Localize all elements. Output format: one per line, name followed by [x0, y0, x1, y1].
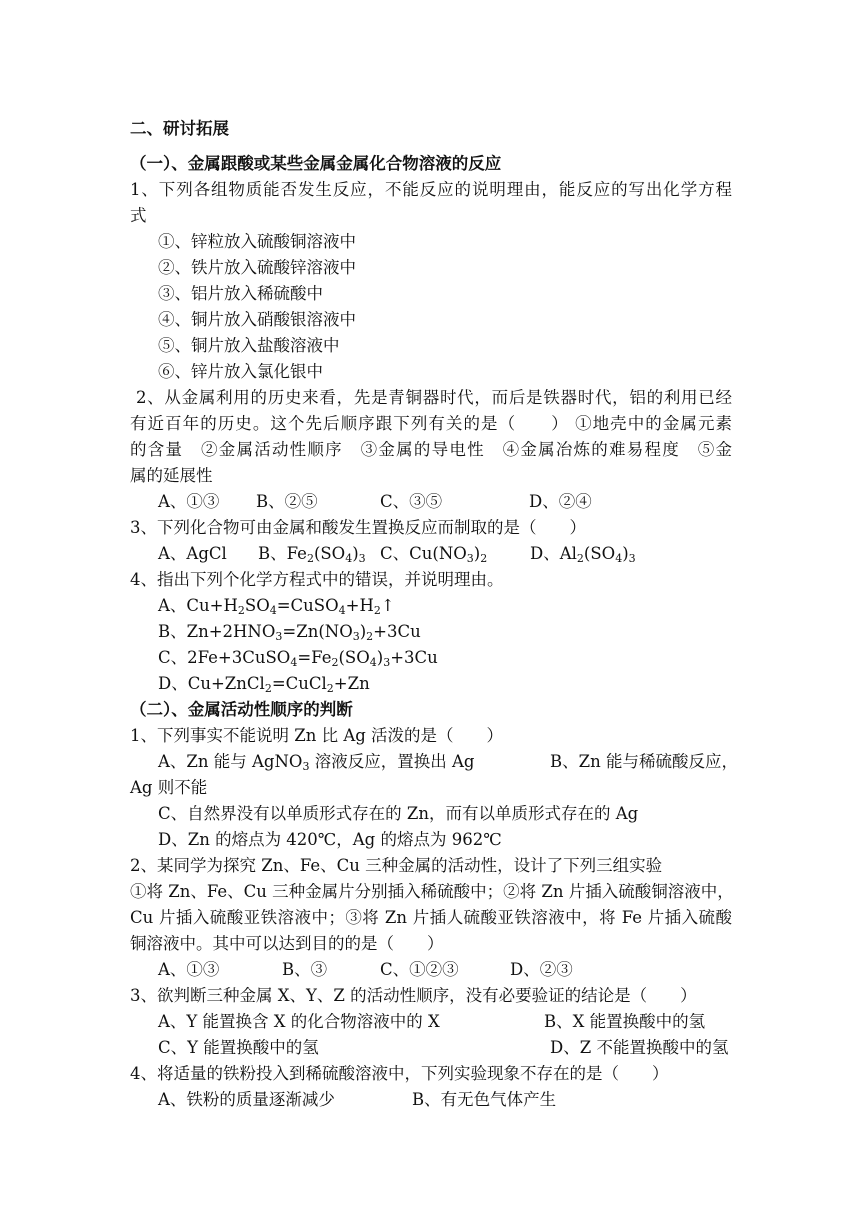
p1-q4-equation-a: A、$Cu+H_2SO_4=CuSO_4+H_2↑$ — [158, 596, 395, 617]
option-b-cont: Ag 则不能 — [130, 778, 208, 797]
p1-q2-line: 2、从金属利用的历史来看，先是青铜器时代，而后是铁器时代，铝的利用已经 — [130, 388, 732, 407]
p1-q1-item: ⑥、锌片放入氯化银中 — [158, 362, 323, 381]
option-b: B、Zn 能与稀硫酸反应， — [550, 752, 738, 771]
p1-q1-item: ⑤、铜片放入盐酸溶液中 — [158, 336, 340, 355]
option-d: D、②④ — [529, 492, 592, 511]
p2-q1-options-ab — [158, 749, 738, 775]
p1-q1-stem: 1、下列各组物质能否发生反应，不能反应的说明理由，能反应的写出化学方程 — [130, 180, 732, 199]
p1-q2-line: 属的延展性 — [130, 466, 213, 485]
p1-q2-line: 的含量 ②金属活动性顺序 ③金属的导电性 ④金属冶炼的难易程度 ⑤金 — [130, 440, 732, 459]
part2-title: （二）、金属活动性顺序的判断 — [130, 700, 353, 719]
option-c: C、Y 能置换酸中的氢 — [158, 1038, 319, 1057]
p2-q4-options — [158, 1087, 732, 1113]
p1-q1-stem-cont: 式 — [130, 206, 147, 225]
option-b: B、有无色气体产生 — [412, 1090, 557, 1109]
p1-q4-equation-b: B、$Zn+2HNO_3=Zn(NO_3)_2+3Cu$ — [158, 622, 421, 643]
part1-title: （一）、金属跟酸或某些金属金属化合物溶液的反应 — [130, 154, 502, 173]
p2-q2-options — [158, 957, 732, 983]
p1-q1-item: ③、铝片放入稀硫酸中 — [158, 284, 323, 303]
p1-q1-item: ①、锌粒放入硫酸铜溶液中 — [158, 232, 356, 251]
option-a: A、Y 能置换含 X 的化合物溶液中的 X — [158, 1012, 440, 1031]
option-d: D、Z 不能置换酸中的氢 — [550, 1038, 729, 1057]
p2-q3-options-cd — [158, 1035, 732, 1061]
p2-q2-stem: 2、某同学为探究 Zn、Fe、Cu 三种金属的活动性，设计了下列三组实验 — [130, 856, 663, 875]
p1-q1-item: ②、铁片放入硫酸锌溶液中 — [158, 258, 356, 277]
option-b: B、$Fe_2(SO_4)_3$ — [258, 544, 366, 565]
p2-q1-stem: 1、下列事实不能说明 Zn 比 Ag 活泼的是（ ） — [130, 726, 504, 745]
option-a: A、①③ — [158, 960, 220, 979]
p1-q1-item: ④、铜片放入硝酸银溶液中 — [158, 310, 356, 329]
section-title: 二、研讨拓展 — [130, 119, 229, 138]
p1-q4-stem: 4、指出下列个化学方程式中的错误，并说明理由。 — [130, 570, 504, 589]
p2-q4-stem: 4、将适量的铁粉投入到稀硫酸溶液中，下列实验现象不存在的是（ ） — [130, 1064, 669, 1083]
option-c: C、③⑤ — [380, 492, 443, 511]
p2-q2-line: ①将 Zn、Fe、Cu 三种金属片分别插入稀硫酸中；②将 Zn 片插入硫酸铜溶液中， — [130, 882, 734, 901]
option-c: C、①②③ — [380, 960, 459, 979]
option-a: A、Zn 能与 AgNO$_3$ 溶液反应，置换出 Ag — [158, 752, 475, 773]
option-a: A、①③ — [158, 492, 220, 511]
p2-q3-stem: 3、欲判断三种金属 X、Y、Z 的活动性顺序，没有必要验证的结论是（ ） — [130, 986, 697, 1005]
option-b: B、X 能置换酸中的氢 — [544, 1012, 706, 1031]
option-a: A、AgCl — [158, 544, 227, 563]
option-b: B、②⑤ — [256, 492, 318, 511]
p1-q4-equation-d: D、Cu+ZnCl$_2$=CuCl$_2$+Zn — [158, 674, 370, 695]
option-a: A、铁粉的质量逐渐减少 — [158, 1090, 335, 1109]
p1-q3-options — [158, 541, 732, 567]
option-d: D、②③ — [510, 960, 573, 979]
p1-q2-options — [158, 489, 732, 515]
option-c: C、自然界没有以单质形式存在的 Zn，而有以单质形式存在的 Ag — [158, 804, 639, 823]
option-d: D、$Al_2(SO_4)_3$ — [530, 544, 636, 565]
p2-q2-line: Cu 片插入硫酸亚铁溶液中；③将 Zn 片插人硫酸亚铁溶液中，将 Fe 片插入硫酸 — [130, 908, 732, 927]
p1-q3-stem: 3、下列化合物可由金属和酸发生置换反应而制取的是（ ） — [130, 518, 586, 537]
p1-q4-equation-c: C、$2Fe+3CuSO_4=Fe_2(SO_4)_3+3Cu$ — [158, 648, 438, 669]
p2-q2-line: 铜溶液中。其中可以达到目的的是（ ） — [130, 934, 444, 953]
option-b: B、③ — [282, 960, 328, 979]
p2-q3-options-ab — [158, 1009, 732, 1035]
option-d: D、Zn 的熔点为 420℃，Ag 的熔点为 962℃ — [158, 830, 502, 849]
option-c: C、$Cu(NO_3)_2$ — [380, 544, 488, 565]
p1-q2-line: 有近百年的历史。这个先后顺序跟下列有关的是（ ） ①地壳中的金属元素 — [130, 414, 732, 433]
